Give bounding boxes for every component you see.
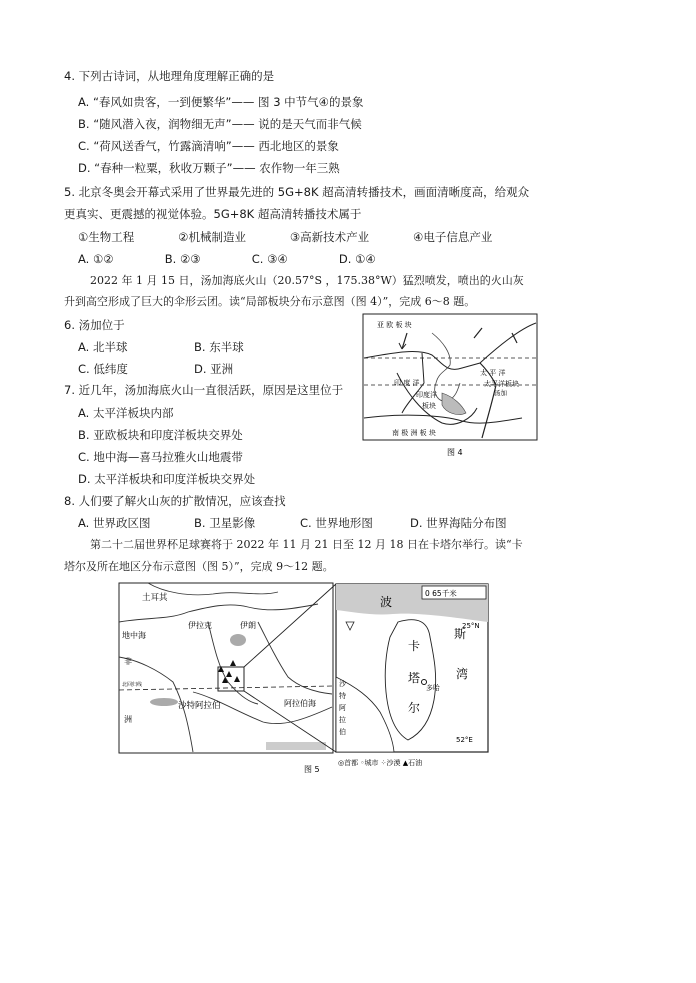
fig5-saudi-v5: 伯: [339, 728, 346, 736]
fig5-scale-label: 0 65千米: [425, 589, 457, 598]
q4-option-b: B. “随风潜入夜，润物细无声”—— 说的是天气而非气候: [78, 117, 362, 131]
fig5-iraq-label: 伊拉克: [188, 621, 212, 630]
q7-option-c: C. 地中海—喜马拉雅火山地震带: [78, 450, 243, 464]
q8-option-c: C. 世界地形图: [300, 516, 373, 530]
q8-option-a: A. 世界政区图: [78, 516, 151, 530]
fig5-arabian-sea-label: 阿拉伯海: [284, 699, 316, 708]
q7-option-b: B. 亚欧板块和印度洋板块交界处: [78, 428, 243, 442]
fig4-indian-ocean-label: 印 度 洋: [394, 379, 420, 387]
fig4-plate-label: 板块: [422, 402, 436, 410]
passage1-line2: 升到高空形成了巨大的伞形云团。读“局部板块分布示意图（图 4）”，完成 6～8 题。: [64, 295, 476, 308]
q5-options: ①生物工程 ②机械制造业 ③高新技术产业 ④电子信息产业: [78, 230, 493, 244]
fig4-tonga-label: 汤加: [494, 389, 507, 397]
passage2-line1: 第二十二届世界杯足球赛将于 2022 年 11 月 21 日至 12 月 18 日在卡塔尔举行。读“卡: [90, 538, 523, 551]
fig5-caption: 图 5: [304, 765, 320, 774]
q5-stem-line2: 更真实、更震撼的视觉体验。5G+8K 超高清转播技术属于: [64, 207, 362, 221]
q6-option-a: A. 北半球: [78, 340, 128, 354]
q4-stem: 4. 下列古诗词，从地理角度理解正确的是: [64, 69, 275, 83]
fig4-eurasia-label: 亚 欧 板 块: [377, 321, 412, 329]
q4-option-c: C. “荷风送香气，竹露滴清响”—— 西北地区的景象: [78, 139, 339, 153]
fig5-tropic-label: 北回归线: [122, 682, 143, 688]
fig5-doha-label: 多哈: [426, 684, 440, 692]
fig4-caption: 图 4: [447, 448, 463, 457]
q6-option-d: D. 亚洲: [194, 362, 234, 376]
fig5-lat-label: 25°N: [462, 622, 480, 630]
fig5-med-label: 地中海: [122, 631, 146, 640]
fig5-er-label: 尔: [408, 701, 421, 715]
fig5-saudi-v3: 阿: [339, 704, 346, 712]
q8-stem: 8. 人们要了解火山灰的扩散情况，应该查找: [64, 494, 286, 508]
q8-option-d: D. 世界海陆分布图: [410, 516, 507, 530]
q6-option-b: B. 东半球: [194, 340, 244, 354]
q7-option-a: A. 太平洋板块内部: [78, 406, 174, 420]
fig5-saudi-label: 沙特阿拉伯: [178, 701, 221, 711]
fig5-bo-label: 波: [380, 595, 393, 609]
q7-stem: 7. 近几年，汤加海底火山一直很活跃，原因是这里位于: [64, 383, 344, 397]
fig5-iran-label: 伊朗: [240, 621, 256, 630]
figure-5-qatar-map: [118, 582, 490, 774]
fig5-turkey-label: 土耳其: [142, 593, 168, 603]
fig5-fei-label: 非: [124, 657, 132, 666]
fig4-pacific-label: 太 平 洋: [480, 369, 506, 377]
fig5-ta-label: 塔: [408, 671, 421, 685]
passage2-line2: 塔尔及所在地区分布示意图（图 5）”，完成 9～12 题。: [64, 560, 334, 573]
q4-option-d: D. “春种一粒粟，秋收万颗子”—— 农作物一年三熟: [78, 161, 340, 175]
fig4-pacific-plate-label: 太平洋板块: [484, 380, 519, 388]
fig5-zhou-label: 洲: [124, 715, 132, 724]
q4-option-a: A. “春风如贵客，一到便繁华”—— 图 3 中节气④的景象: [78, 95, 364, 109]
q6-option-c: C. 低纬度: [78, 362, 128, 376]
fig5-wan-label: 湾: [456, 667, 469, 681]
fig5-si-label: 斯: [454, 627, 467, 641]
q8-option-b: B. 卫星影像: [194, 516, 256, 530]
q6-stem: 6. 汤加位于: [64, 318, 125, 332]
q7-option-d: D. 太平洋板块和印度洋板块交界处: [78, 472, 256, 486]
fig5-saudi-v2: 特: [339, 692, 346, 700]
fig5-lon-label: 52°E: [456, 736, 473, 744]
fig5-legend: ◎首都 ◦城市 ⁘沙漠 ▲石油: [338, 759, 423, 767]
fig5-saudi-v1: 沙: [339, 680, 346, 688]
fig4-antarctic-label: 南 极 洲 板 块: [392, 429, 436, 437]
figure-4-plate-map: [362, 313, 538, 458]
q5-choices: A. ①② B. ②③ C. ③④ D. ①④: [78, 252, 376, 266]
q5-stem-line1: 5. 北京冬奥会开幕式采用了世界最先进的 5G+8K 超高清转播技术，画面清晰度高，给观众: [64, 185, 530, 199]
fig4-indian-plate-label: 印度洋: [416, 391, 437, 399]
passage1-line1: 2022 年 1 月 15 日，汤加海底火山（20.57°S ，175.38°W）猛烈喷发，喷出的火山灰: [90, 274, 524, 287]
fig5-saudi-v4: 拉: [339, 716, 346, 724]
fig5-ka-label: 卡: [408, 639, 421, 653]
